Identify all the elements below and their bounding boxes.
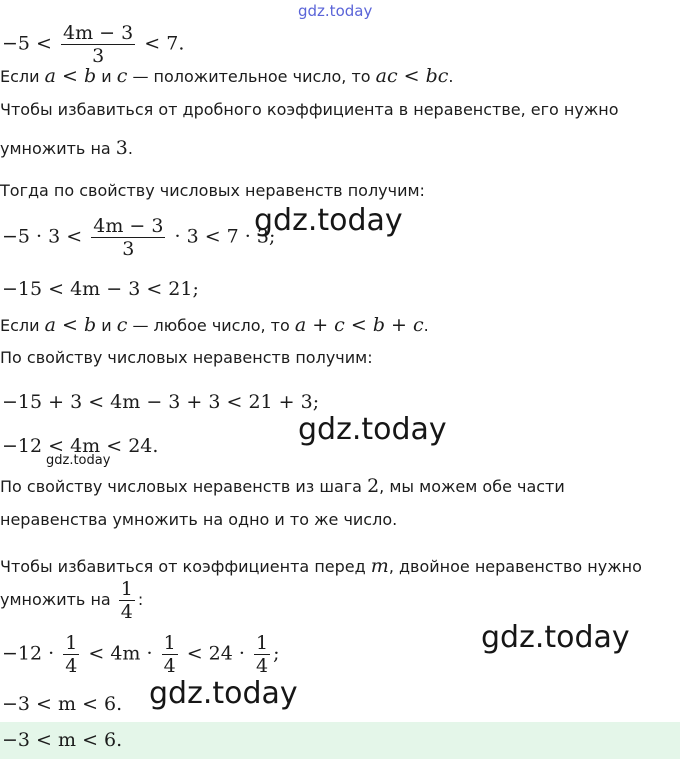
- inequality-step-6: −12 · $\frac{1}{4}$ < 4m · $\frac{1}{4}$ < 24 · $\frac{1}{4}$ ;: [2, 632, 280, 677]
- paragraph-line: По свойству числовых неравенств из шага 2, мы можем обе части: [0, 475, 565, 497]
- paragraph-line: неравенства умножить на одно и то же число.: [0, 510, 398, 529]
- answer-box: [0, 722, 680, 759]
- inequality-step-1: −5 < $\frac{4m - 3}{3}$ < 7.: [2, 22, 185, 67]
- inequality-step-7: −3 < m < 6.: [2, 693, 123, 715]
- fraction: $\frac{1}{4}$: [120, 578, 133, 623]
- fraction: $\frac{4m - 3}{3}$: [63, 22, 134, 67]
- rule-addition: Если a < b и c — любое число, то a + c < b + c.: [0, 314, 429, 336]
- paragraph-line: По свойству числовых неравенств получим:: [0, 348, 373, 367]
- paragraph-line: умножить на $\frac{1}{4}$ :: [0, 578, 144, 623]
- fraction: $\frac{4m - 3}{3}$: [93, 215, 164, 260]
- watermark: gdz.today: [481, 620, 630, 655]
- answer-expression: −3 < m < 6.: [2, 729, 123, 751]
- fraction: $\frac{1}{4}$: [255, 632, 269, 677]
- paragraph-line: Чтобы избавиться от дробного коэффициента в неравенстве, его нужно: [0, 100, 619, 119]
- watermark: gdz.today: [149, 676, 298, 711]
- fraction: $\frac{1}{4}$: [163, 632, 176, 677]
- paragraph-line: умножить на 3.: [0, 137, 133, 159]
- paragraph-line: Чтобы избавиться от коэффициента перед m, двойное неравенство нужно: [0, 555, 642, 577]
- inequality-step-4: −15 + 3 < 4m − 3 + 3 < 21 + 3;: [2, 391, 320, 413]
- fraction: $\frac{1}{4}$: [65, 632, 78, 677]
- inequality-step-2: −5 · 3 < $\frac{4m - 3}{3}$ · 3 < 7 · 3;: [2, 215, 276, 260]
- watermark: gdz.today: [298, 412, 447, 447]
- watermark-small: gdz.today: [46, 453, 111, 468]
- rule-positive-multiplier: Если a < b и c — положительное число, то ac < bc.: [0, 65, 454, 87]
- watermark: gdz.today: [254, 203, 403, 238]
- paragraph-line: Тогда по свойству числовых неравенств получим:: [0, 181, 425, 200]
- watermark-top: gdz.today: [298, 2, 373, 20]
- inequality-step-5: −12 < 4m < 24.: [2, 435, 159, 457]
- inequality-step-3: −15 < 4m − 3 < 21;: [2, 278, 199, 300]
